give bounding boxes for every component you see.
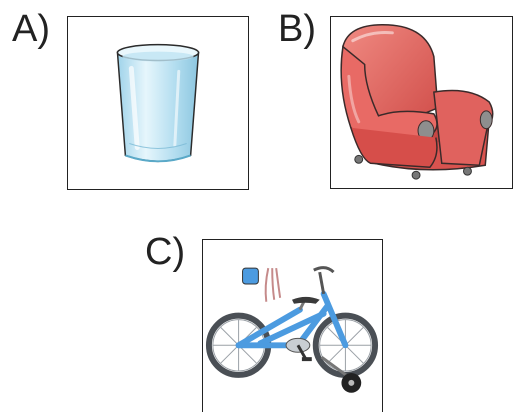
option-a-card[interactable] <box>67 16 249 190</box>
option-b-card[interactable] <box>330 16 513 189</box>
option-a-label: A) <box>12 8 50 50</box>
bicycle-image <box>203 240 382 412</box>
glass-of-water-image <box>68 17 248 189</box>
armchair-image <box>331 17 512 188</box>
option-c-label: C) <box>145 231 186 273</box>
option-b-label: B) <box>278 8 316 50</box>
option-c-card[interactable] <box>202 239 383 412</box>
